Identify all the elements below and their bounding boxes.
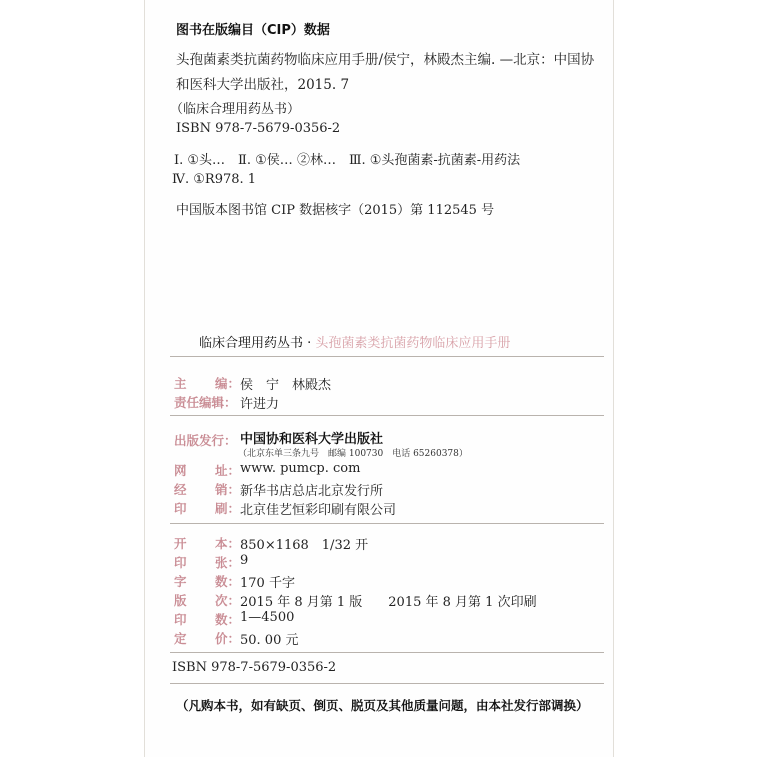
sheets-value: 9 [240, 553, 249, 568]
cip-classification-2: Ⅳ. ①R978. 1 [172, 172, 257, 187]
publisher-address: （北京东单三条九号 邮编 100730 电话 65260378） [238, 449, 468, 459]
responsible-editor-value: 许进力 [240, 397, 280, 412]
book-title: 头孢菌素类抗菌药物临床应用手册 [311, 336, 511, 351]
series-title [199, 332, 510, 351]
print-run-label: 印 数： [174, 612, 240, 627]
sheets-label: 印 张： [174, 555, 240, 570]
divider [170, 683, 604, 684]
series-name: 临床合理用药丛书 · [199, 336, 312, 351]
cip-series: （临床合理用药丛书） [170, 102, 301, 117]
divider [170, 523, 604, 524]
publisher-label: 出版发行： [174, 433, 237, 448]
website-value: www. pumcp. com [240, 461, 361, 476]
distributor-value: 新华书店总店北京发行所 [240, 484, 384, 499]
website-label: 网 址： [174, 463, 240, 478]
responsible-editor-label: 责任编辑： [174, 395, 237, 410]
cip-description: 头孢菌素类抗菌药物临床应用手册/侯宁，林殿杰主编. —北京：中国协和医科大学出版社，2015. 7 [176, 52, 595, 93]
distributor-label: 经 销： [174, 482, 240, 497]
cip-isbn: ISBN 978-7-5679-0356-2 [176, 121, 341, 136]
cip-classification-1: Ⅰ. ①头… Ⅱ. ①侯… ②林… Ⅲ. ①头孢菌素-抗菌素-用药法 [174, 153, 521, 168]
print-run-value: 1—4500 [240, 610, 295, 625]
publisher-value: 中国协和医科大学出版社 [240, 432, 384, 447]
edition-value: 2015 年 8 月第 1 版 2015 年 8 月第 1 次印刷 [240, 595, 537, 610]
printer-value: 北京佳艺恒彩印刷有限公司 [240, 503, 397, 518]
words-value: 170 千字 [240, 576, 295, 591]
printer-label: 印 刷： [174, 501, 240, 516]
quality-notice: （凡购本书，如有缺页、倒页、脱页及其他质量问题，由本社发行部调换） [176, 698, 589, 713]
edition-label: 版 次： [174, 593, 240, 608]
cip-record-number: 中国版本图书馆 CIP 数据核字（2015）第 112545 号 [176, 203, 495, 218]
editor-value: 侯 宁 林殿杰 [240, 378, 332, 393]
divider [170, 356, 604, 357]
divider [170, 652, 604, 653]
footer-isbn: ISBN 978-7-5679-0356-2 [172, 660, 337, 675]
cip-heading: 图书在版编目（CIP）数据 [176, 23, 330, 38]
words-label: 字 数： [174, 574, 240, 589]
price-label: 定 价： [174, 631, 240, 646]
price-value: 50. 00 元 [240, 633, 299, 648]
divider [170, 415, 604, 416]
format-label: 开 本： [174, 536, 240, 551]
editor-label: 主 编： [174, 376, 240, 391]
format-value: 850×1168 1/32 开 [240, 538, 369, 553]
